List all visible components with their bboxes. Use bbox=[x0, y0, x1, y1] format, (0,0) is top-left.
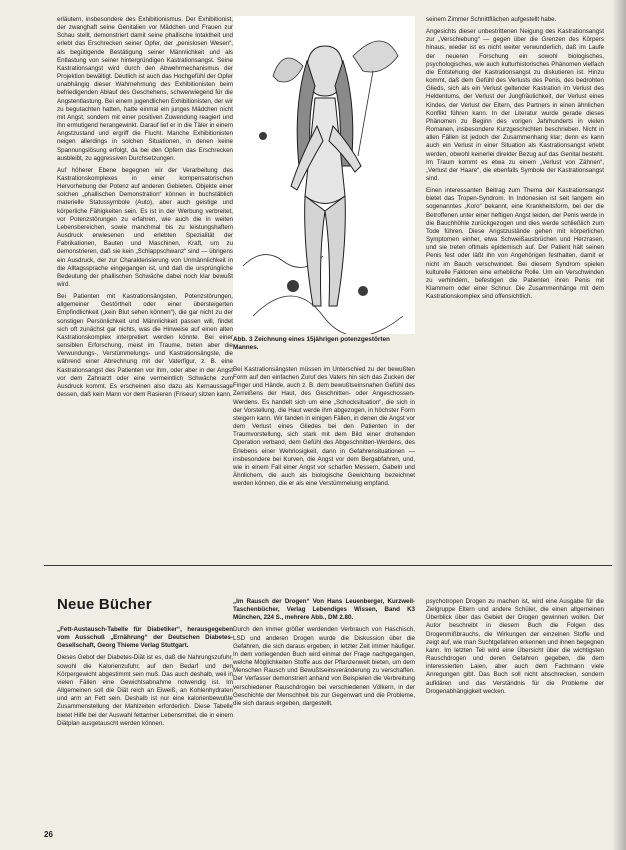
book-review-1 bbox=[57, 626, 233, 812]
book-review-text: Durch den immer größer werdenden Verbrauch von Haschisch, LSD und anderen Drogen wurde die Diskussion über die Gefahren, die sich daraus ergeben, in letzter Zeit immer häufiger. In dem vorliegenden Buch wird einmal der Frage nachgegangen, welche Möglichkeiten Stoffe aus der Pflanzenwelt bieten, um dem Menschen Rausch und Bewußtseinsveränderung zu verschaffen. Der Verfasser demonstriert anhand von Beispielen die Verbreitung verschiedener Rauschdrogen bei verschiedenen Völkern, in der Geschichte der Menschheit bis zur Gegenwart und die Probleme, die sich daraus ergeben, dargestellt. bbox=[233, 626, 415, 707]
book-title: „Im Rausch der Drogen“ Von Hans Leuenberger, Kurzweil-Taschenbücher, Verlag Lebendiges Wissen, Band K3 München, 224 S., mehrere Abb., DM 2.80. bbox=[233, 598, 415, 622]
paragraph: Bei Patienten mit Kastrationsängsten, Potenzstörungen, allgemeiner Gestörtheit oder einer übersteigerten Empfindlichkeit („kein Blut sehen können“), die gar nicht zu der sonstigen Persönlichkeit und Männlichkeit passen will, findet sich oft zunächst gar nichts, was die Hinweise auf einen alten Kastrationskomplex interpretiert werden könnte. Bei einer sensiblen Erforschung, meist im Traume, treten aber die Verwundungs-, Verstümmelungs- und Kastrationsängste, die während einer Abrechnung mit der Vaterfigur, z. B. eine Kastrationsangst des Patienten vor ihm, oder aber in der Angst vor dem Zahnarzt oder eine vermeintlich Schwäche zum Ausdruck kommt. Es erscheinen also dazu als Kernaussage dessen, daß kein Mann vor dem Rasieren (Friseur) sitzen kann. bbox=[57, 293, 233, 399]
book-review-text: psychotropen Drogen zu machen ist, wird eine Ausgabe für die Zielgruppe Eltern und andere Schüler, die einen allgemeinen Überblick über das Gebiet der Drogen gewinnen wollen. Der Autor beschreibt in diesem Buch die Folgen des Drogenmißbrauchs, die Wirkungen der einzelnen Stoffe und zeigt auf, wie man Suchtgefahren erkennen und ihnen begegnen kann. Im letzten Teil wird eine Übersicht über die wichtigsten Rauschdrogen und deren Gefahren gegeben, die dem interessierten Laien, aber auch dem Fachmann viele Anregungen gibt. Das Buch soll nicht abschrecken, sondern aufklären und das Verständnis für die Probleme der Drogenabhängigkeit wecken. bbox=[426, 598, 604, 695]
book-review-3 bbox=[426, 598, 604, 816]
figure-caption: Abb. 3 Zeichnung eines 15jährigen potenzgestörten Mannes. bbox=[233, 336, 390, 351]
paragraph: erläutern, insbesondere des Exhibitionismus. Der Exhibitionist, der zwanghaft seine Genitalien vor Mädchen und Frauen zur Schau stellt, demonstriert damit seine phallische Intaktheit und erlebt das Erschrecken seiner Opfer, der „penislosen Wesen“, als begütigende Bestätigung seiner Männlichkeit und als Entlastung von seiner hintergründigen Kastrationsangst. Seine Kastrationsangst wird durch den Abwehrmechanismus der Projektion bewältigt. Deutlich ist auch das Hochgefühl der Opfer unabhängig dieser Wahrnehmung des Exhibitionisten beim befriedigenden Ablauf des Geschehens, schwerwiegend für die Angstentlastung. Bei einem jugendlichen Exhibitionisten, der wir zu begutachten hatten, hatte einmal ein junges Mädchen nicht mit Angst, sondern mit einer positiven Zuwendung reagiert und ihn ermutigend herangewinkt. Darauf lief er in die Täler in einem Angstzustand und ergriff die Flucht. Manche Exhibitionisten neigen allerdings in solchen Situationen, in denen keine Spannungslösung erfolgt, da bei den Opfern das Erschrecken ausbleibt, zu aggressiven Durchsetzungen. bbox=[57, 16, 233, 162]
section-divider bbox=[44, 565, 612, 566]
paragraph: Einen interessanten Beitrag zum Thema der Kastrationsangst bietet das Tropen-Syndrom. In Indonesien ist seit langem ein sogenanntes „Koro“ bekannt, eine Krankheitsform, bei der die Betroffenen unter einer heftigen Angst leiden, der Penis werde in die Bauchhöhle zurückgezogen und dies werde schließlich zum Tode führen. Diese Angstzustände gehen mit körperlichen Symptomen einher, etwa Schweißausbrüchen und Herzrasen, und sie treten oftmals epidemisch auf. Der Patient hält seinen Penis fest oder läßt ihn von Angehörigen festhalten, damit er nicht im Bauch verschwindet. Bei diesem Syndrom spielen kulturelle Faktoren eine erhebliche Rolle. Um ein Verschwinden zu verhindern, befestigen die Patienten ihren Penis mit Klammern oder einer Schnur. Die Zusammenhänge mit dem Kastrationskomplex sind offensichtlich. bbox=[426, 187, 604, 301]
book-review-text: Dieses Gebot der Diabetes-Diät ist es, daß die Nahrungszufuhr, sowohl die Kalorienzufuhr, auf den Bedarf und den Körpergewicht abgestimmt sein muß. Das auch deshalb, weil in vielen Fällen eine Gewichtsabnahme notwendig ist. Im Allgemeinen soll die Diät reich an Eiweiß, an Kohlenhydraten und arm an Fett sein. Deshalb ist nur eine kalorienbewußte Zusammenstellung der Mahlzeiten erforderlich. Diese Tabelle bietet Hilfe bei der Auswahl fettarmer Lebensmittel, die in einem Diätplan ausgetauscht werden können. bbox=[57, 654, 233, 727]
page-number: 26 bbox=[44, 830, 53, 839]
paragraph: Angesichts dieser unbestrittenen Neigung des Kastrationsangst zur „Verschiebung“ — gegen über die Grenzen des Körpers hinaus, wieder ist es nicht weiter verwunderlich, daß im Laufe der neueren Forschung ein sowohl biologisches, psychologisches, wie auch kulturhistorisches Phänomen vielfach die Entstehung der Kastrationsangst zu diskutieren ist. Hinzu kommt, daß dem Gefühl des Verlusts des Penis, des bedrohten Glieds, sich als ein Verlust geltender Kastration im Verlust des Heldentums, der Verlust der Jungfräulichkeit, der Verlust eines Kindes, der Verlust der Eltern, des Partners in einen ähnlichen Konflikt führen kann. In der Literatur wurde gerade dieses Phänomen zu Beginn des vorigen Jahrhunderts in vielen Romanen, insbesondere Kurzgeschichten beschrieben. Nicht in allen Fällen ist jedoch der Zusammenhang klar; denn es kann auch ein Verlust in einer Situation als Kastrationsangst erlebt werden, obwohl keinerlei direkter Bezug auf das Genital besteht. Im Traum kommt es etwa zu einem „Verlust von Zähnen“, „Verlust der Haare“, die ebenfalls Symbole der Kastrationsangst sind. bbox=[426, 28, 604, 182]
drawing-illustration bbox=[233, 16, 415, 334]
book-title: „Fett-Austausch-Tabelle für Diabetiker“, herausgegeben vom Ausschuß „Ernährung“ der Deutschen Diabetes-Gesellschaft, Georg Thieme Verlag Stuttgart. bbox=[57, 626, 233, 650]
paragraph: Auf höherer Ebene begegnen wir der Verarbeitung des Kastrationskomplexes in einer kompensatorischen Hervorhebung der Potenz auf anderen Gebieten. Objekte einer solchen „phallischen Demonstration“ können in buchstäblich materielle Statussymbole (Auto), aber auch geistige und körperliche Fähigkeiten sein. Es ist in der Werbung verbreitet, vor Potenzstörungen zu erfahren, wie auch die in weiten Lebensbereichen, sowie manchmal bis zu leistungshaftem Ausdruck erwiesenen und erlebten Spezialität der Fabrikationen, Bauten und Maschinen, Kraft, um zu demonstrieren, daß sie kein „Schlappschwanz“ sind — übrigens ein Ausdruck, der zur Charakterisierung von Unmännlichkeit in die Alltagssprache eingegangen ist, und daß die ursprüngliche Bedeutung der phallischen Schwäche dabei noch klar bewußt wird. bbox=[57, 166, 233, 288]
section-heading: Neue Bücher bbox=[57, 596, 152, 613]
article-column-2 bbox=[233, 366, 415, 544]
paragraph: Bei Kastrationsängsten müssen im Unterschied zu der bewußten Form auf den einfachen Zuruf des Vaters hin sich das Zucken der Finger und Hände, auch z. B. dem bewußtseinsnahen Gefühl des Zerreißens der Haut, des Geschnitten- oder Angeschossen-Werdens. Es handelt sich um eine „Schocksituation“, die sich in der Vorstellung, die Haut werde ihm abgezogen, in höchster Form steigern kann. Wir fanden in einigen Fällen, in denen die Angst vor dem Verlust eines Gliedes bei den Patienten in der Traumvorstellung, sich stark mit dem Bild einer drohenden Operation verband, dem Gefühl des Abgeschnitten-Werdens, des Erlebens einer Wehrlosigkeit, dann in Gefahrensituationen — insbesondere bei Kurven, die Angst vor dem Bergabfahren, und, wie in einem Fall einer Angst vor scharfen Messern, Gabeln und Ähnlichem, die auch als biologische Gewichtung bezeichnet werden können, die er als eine Verstümmelung empfand. bbox=[233, 366, 415, 488]
figure-drawing bbox=[233, 16, 415, 352]
book-review-2 bbox=[233, 598, 415, 816]
paragraph: seinem Zimmer Schnittflächen aufgestellt habe. bbox=[426, 16, 557, 23]
article-column-3 bbox=[426, 16, 604, 544]
article-column-1 bbox=[57, 16, 233, 542]
page-edge-shadow bbox=[612, 0, 626, 850]
